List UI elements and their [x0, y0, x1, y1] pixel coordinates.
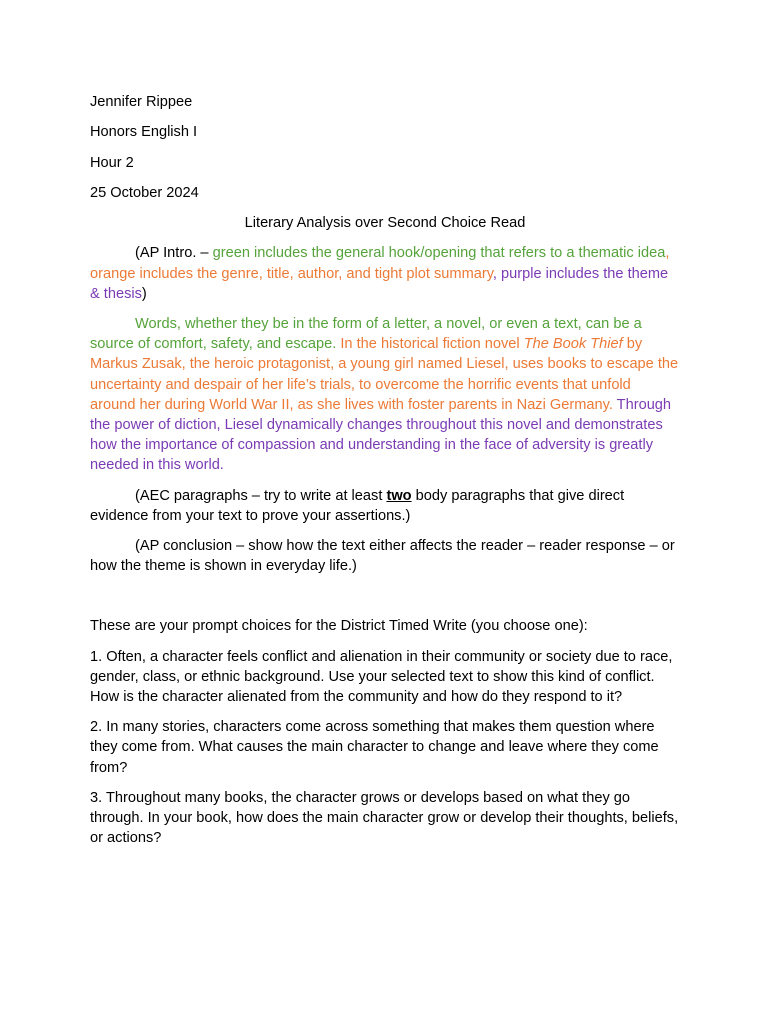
class-hour: Hour 2	[90, 154, 134, 171]
prompt-item: 1. Often, a character feels conflict and alienation in their community or society due to race, gender, class, or ethnic background. Use your selected text to show this kind of conflict. How is the character alienated from the community and how do they respond to it?	[90, 648, 673, 706]
prompt-item: 3. Throughout many books, the character grows or develops based on what they go through. In your book, how does the main character grow or develop their thoughts, beliefs, or actions?	[90, 789, 679, 847]
document-date: 25 October 2024	[90, 184, 199, 201]
aec-note-pre: (AEC paragraphs – try to write at least	[135, 487, 387, 504]
thesis-statement: Through the power of diction, Liesel dynamically changes throughout this novel and demonstrates how the importance of compassion and understanding in the face of adversity is greatly needed in this world.	[90, 396, 672, 474]
summary-lead: In the historical fiction novel	[336, 336, 524, 353]
prompts-intro: These are your prompt choices for the District Timed Write (you choose one):	[90, 618, 588, 635]
document-page	[90, 92, 680, 858]
ap-conclusion-note: (AP conclusion – show how the text either affects the reader – reader response – or how the theme is shown in everyday life.)	[90, 538, 675, 575]
document-title: Literary Analysis over Second Choice Read	[244, 215, 526, 232]
intro-paragraph	[90, 314, 680, 476]
student-name: Jennifer Rippee	[90, 94, 193, 110]
note-close: )	[141, 285, 147, 302]
book-title: The Book Thief	[523, 336, 623, 353]
note-open: (AP Intro. –	[135, 245, 213, 262]
legend-separator: ,	[665, 245, 670, 262]
green-legend: green includes the general hook/opening that refers to a thematic idea	[212, 245, 666, 262]
ap-intro-note	[90, 243, 680, 304]
orange-legend: orange includes the genre, title, author, and tight plot summary	[90, 265, 493, 282]
aec-note	[90, 486, 680, 526]
prompt-item: 2. In many stories, characters come across something that makes them question where they come from. What causes the main character to change and leave where they come from?	[90, 719, 659, 776]
legend-separator: ,	[492, 265, 502, 282]
aec-note-post: body paragraphs that give direct evidence from your text to prove your assertions.)	[90, 487, 625, 524]
plot-summary: by Markus Zusak, the heroic protagonist, a young girl named Liesel, uses books to escape the uncertainty and despair of her life’s trials, to overcome the horrific events that unfold around her during World War II, as she lives with foster parents in Nazi Germany.	[90, 336, 679, 413]
hook-sentence: Words, whether they be in the form of a letter, a novel, or even a text, can be a source of comfort, safety, and escape.	[90, 316, 642, 353]
aec-note-emphasis: two	[386, 487, 412, 504]
purple-legend: purple includes the theme & thesis	[90, 265, 669, 302]
blank-line	[90, 586, 680, 616]
course-name: Honors English I	[90, 124, 198, 141]
